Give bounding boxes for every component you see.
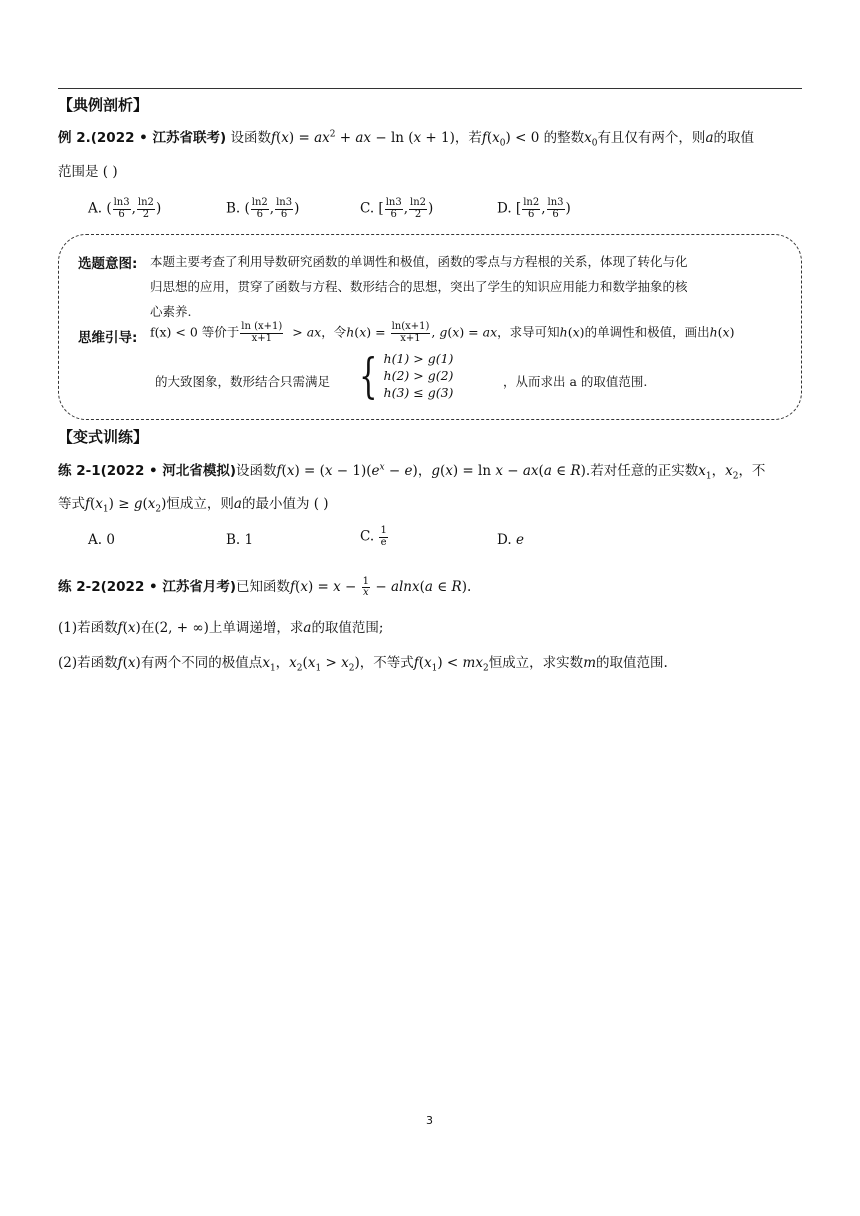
option-d: D. [ $\frac{\ln 2}{6}$ , $\frac{\ln 3}{6}$ ) [497, 197, 571, 220]
case-3: h(3) ≤ g(3) [383, 385, 454, 400]
case-1: h(1) > g(1) [383, 351, 454, 366]
practice-source: (2022 • 河北省模拟) [100, 463, 237, 479]
option-a: A. ( $\frac{\ln 3}{6}$ , $\frac{\ln 2}{2}$ ) [88, 197, 162, 220]
text: 设函数 [230, 130, 271, 146]
page-number: 3 [426, 1114, 433, 1127]
p21-option-b: B. 1 [226, 532, 254, 548]
guide-line-2-end: ，从而求出 a 的取值范围. [503, 374, 648, 389]
intent-line-1: 本题主要考查了利用导数研究函数的单调性和极值，函数的零点与方程根的关系，体现了转化与化 [150, 254, 688, 269]
guide-label: 思维引导: [78, 330, 138, 346]
example-2-line1: 例 2.(2022 • 江苏省联考) 设函数$f(x) = ax^2$ + ax − ln (x + 1)，若$f(x_0) < 0$ 的整数$x_0$有且仅有两个，则a的取值 [58, 129, 754, 149]
example-source: (2022 • 江苏省联考) [90, 130, 227, 146]
option-c: C. [ $\frac{\ln 3}{6}$ , $\frac{\ln 2}{2}$ ) [360, 197, 434, 220]
brace-icon: { [359, 347, 378, 404]
top-rule [58, 88, 802, 89]
practice-label: 练 2-2 [58, 579, 101, 595]
section-title-practice: 【变式训练】 [58, 428, 149, 446]
practice-label: 练 2-1 [58, 463, 101, 479]
text: 的取值 [713, 130, 754, 146]
option-b: B. ( $\frac{\ln 2}{6}$ , $\frac{\ln 3}{6}$ ) [226, 197, 300, 220]
text: ，若 [454, 130, 482, 146]
practice-2-1-line2: 等式$f(x_1) \ge g(x_2)$恒成立，则a的最小值为 ( ) [58, 496, 329, 515]
p21-option-a: A. 0 [88, 532, 115, 548]
text: 的整数 [543, 130, 585, 146]
intent-label: 选题意图: [78, 256, 138, 272]
formula-f: f [270, 130, 276, 146]
intent-line-3: 心素养. [150, 304, 192, 319]
practice-2-2-q2: (2)若函数f(x)有两个不同的极值点$x_1$，$x_2(x_1 > x_2)$，不等式$f(x_1) < mx_2$恒成立，求实数m的取值范围. [58, 655, 668, 674]
guide-line-1: f(x) < 0 等价于 $\frac{\ln (x+1)}{x+1}$ > ax，令h(x) = $\frac{\ln(x+1)}{x+1}$ , g(x) = ax，求导可知h(x)的单调性和极值，画出h(x) [150, 321, 735, 344]
p21-option-c: C. $\frac{1}{e}$ [360, 525, 387, 548]
text: 有且仅有两个，则 [597, 130, 706, 146]
intent-line-2: 归思想的应用，贯穿了函数与方程、数形结合的思想，突出了学生的知识应用能力和数学抽象的核 [150, 279, 688, 294]
practice-source: (2022 • 江苏省月考) [100, 579, 237, 595]
practice-2-2-line1: 练 2-2(2022 • 江苏省月考)已知函数f(x) = x − $\frac{1}{x}$ − alnx(a ∈ R). [58, 575, 472, 598]
guide-line-2-text: 的大致图象，数形结合只需满足 [155, 374, 331, 389]
section-title-examples: 【典例剖析】 [58, 96, 149, 114]
practice-2-1-line1: 练 2-1(2022 • 河北省模拟)设函数$f(x) = (x - 1)(e^x - e)$，g(x) = ln x − ax(a ∈ R).若对任意的正实数$x_1$，$x_2$，不 [58, 462, 766, 482]
example-2-line2: 范围是 ( ) [58, 164, 118, 180]
practice-2-2-q1: (1)若函数f(x)在(2, + ∞)上单调递增，求a的取值范围; [58, 620, 384, 636]
example-label: 例 2. [58, 130, 91, 146]
p21-option-d: D. e [497, 532, 524, 548]
cases-block [353, 347, 454, 404]
case-2: h(2) > g(2) [383, 368, 454, 383]
